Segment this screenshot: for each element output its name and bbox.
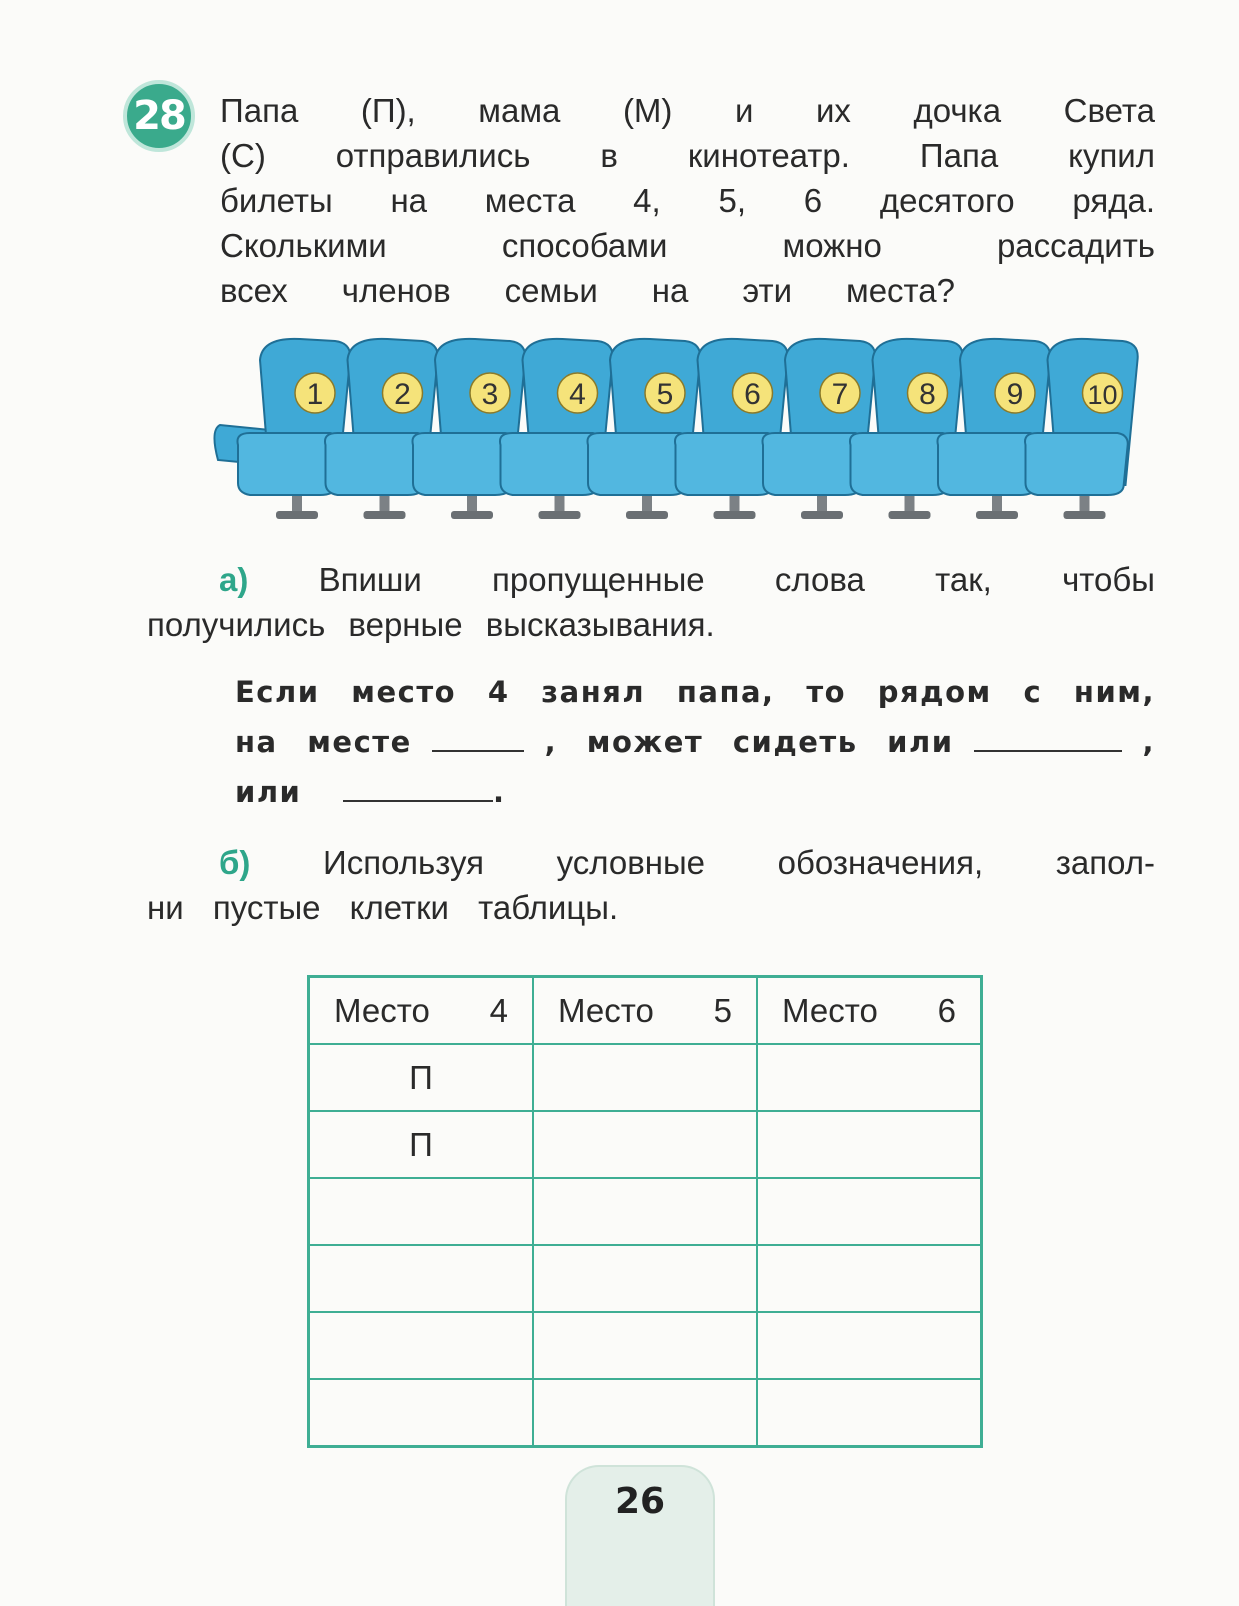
table-row xyxy=(309,1245,982,1312)
seat-number: 7 xyxy=(831,378,849,411)
table-cell[interactable] xyxy=(757,1312,982,1379)
seat-number: 9 xyxy=(1006,378,1024,411)
table-cell[interactable] xyxy=(309,1245,534,1312)
table-cell[interactable]: П xyxy=(309,1044,534,1111)
problem-line: Сколькими способами можно рассадить xyxy=(220,227,1155,264)
seat-number: 1 xyxy=(306,378,324,411)
blank-seat-field[interactable] xyxy=(432,726,524,752)
seat-number: 10 xyxy=(1087,380,1118,410)
table-cell[interactable] xyxy=(309,1312,534,1379)
header-num: 6 xyxy=(937,991,956,1029)
problem-text xyxy=(220,88,1155,313)
header-num: 5 xyxy=(713,991,732,1029)
seat-number: 3 xyxy=(481,378,499,411)
statement-text: на месте xyxy=(235,725,412,759)
header-seat-5 xyxy=(533,977,757,1045)
table-cell[interactable] xyxy=(533,1312,757,1379)
part-b-text: ни пустые клетки таблицы. xyxy=(147,889,619,926)
task-number: 28 xyxy=(133,93,185,139)
table-header-row xyxy=(309,977,982,1045)
problem-line: всех членов семьи на эти места? xyxy=(220,272,955,309)
blank-person-field[interactable] xyxy=(343,776,493,802)
statement-text: . xyxy=(493,775,506,809)
table-cell[interactable] xyxy=(533,1178,757,1245)
seat-number: 4 xyxy=(569,378,586,411)
part-b-text: Используя условные обозначения, запол- xyxy=(323,844,1155,881)
table-cell[interactable] xyxy=(533,1111,757,1178)
header-word: Место xyxy=(334,991,430,1029)
table-cell[interactable] xyxy=(533,1245,757,1312)
seat-number: 2 xyxy=(394,378,411,411)
table-row xyxy=(309,1111,982,1178)
part-a-text: получились верные высказывания. xyxy=(147,606,715,643)
problem-line: (С) отправились в кинотеатр. Папа купил xyxy=(220,137,1155,174)
header-word: Место xyxy=(558,991,654,1029)
table-cell[interactable] xyxy=(757,1044,982,1111)
statement-text: или xyxy=(235,775,302,809)
cinema-seats-illustration xyxy=(210,335,1165,545)
statement-text: , xyxy=(1142,725,1155,759)
table-cell[interactable] xyxy=(309,1379,534,1447)
table-cell[interactable] xyxy=(533,1044,757,1111)
table-cell[interactable] xyxy=(309,1178,534,1245)
table-row xyxy=(309,1312,982,1379)
seating-table xyxy=(307,975,983,1448)
table-row xyxy=(309,1178,982,1245)
header-num: 4 xyxy=(489,991,508,1029)
problem-line: билеты на места 4, 5, 6 десятого ряда. xyxy=(220,182,1155,219)
task-number-badge xyxy=(123,80,195,152)
table-cell[interactable] xyxy=(533,1379,757,1447)
page-number-tab xyxy=(565,1465,715,1606)
blank-person-field[interactable] xyxy=(974,726,1122,752)
header-seat-6 xyxy=(757,977,982,1045)
page-number: 26 xyxy=(614,1481,666,1522)
table-row xyxy=(309,1044,982,1111)
header-word: Место xyxy=(782,991,878,1029)
part-a-text: Впиши пропущенные слова так, чтобы xyxy=(318,561,1155,598)
problem-line: Папа (П), мама (М) и их дочка Света xyxy=(220,92,1155,129)
table-cell[interactable] xyxy=(757,1111,982,1178)
part-a-instruction xyxy=(147,557,1155,647)
statement-line: Если место 4 занял папа, то рядом с ним, xyxy=(235,675,1155,709)
table-cell[interactable] xyxy=(757,1245,982,1312)
seat-number: 5 xyxy=(656,378,674,411)
part-a-label: а) xyxy=(219,561,249,598)
seat-number: 8 xyxy=(919,378,936,411)
table-cell[interactable] xyxy=(757,1379,982,1447)
table-cell[interactable] xyxy=(757,1178,982,1245)
table-row xyxy=(309,1379,982,1447)
statement-text: , может сидеть или xyxy=(544,725,954,759)
part-b-label: б) xyxy=(219,844,251,881)
fill-in-statement xyxy=(235,667,1155,817)
header-seat-4 xyxy=(309,977,534,1045)
table-cell[interactable]: П xyxy=(309,1111,534,1178)
part-b-instruction xyxy=(147,840,1155,930)
seat-number: 6 xyxy=(744,378,761,411)
